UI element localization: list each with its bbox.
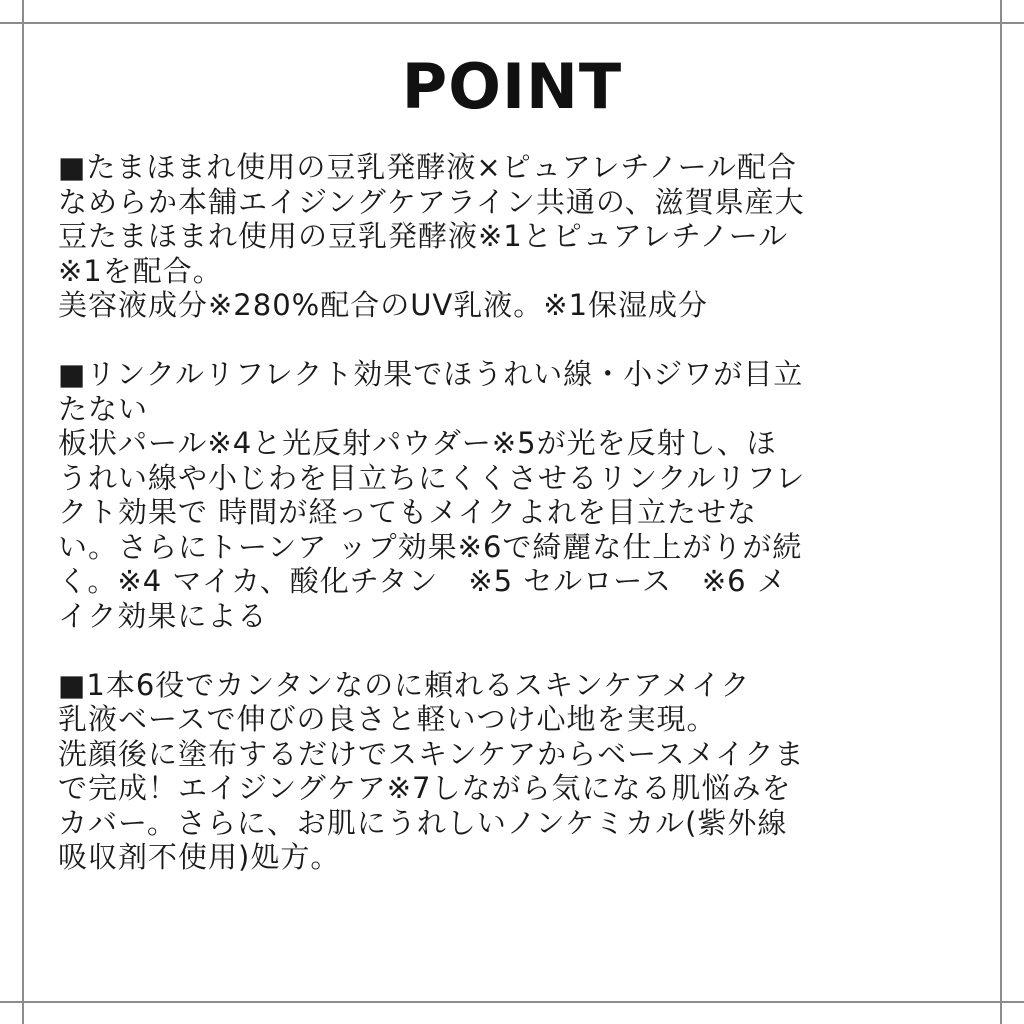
body-text: ■たまほまれ使用の豆乳発酵液×ピュアレチノール配合 なめらか本舗エイジングケアライン共通の、滋賀県産大 豆たまほまれ使用の豆乳発酵液※1とピュアレチノール ※1を配合。 美容液成分※280%配合のUV乳液。※1保湿成分 ■リンクルリフレクト効果でほうれい線・小ジワが目立 たない 板状パール※4と光反射パウダー※5が光を反射し、ほ うれい線や小じわを目立ちにくくさせるリンクルリフレ クト効果で 時間が経ってもメイクよれを目立たせな い。さらにトーンア ップ効果※6で綺麗な仕上がりが続 く。※4 マイカ、酸化チタン ※5 セルロース ※6 メ イク効果による ■1本6役でカンタンなのに頼れるスキンケアメイク 乳液ベースで伸びの良さと軽いつけ心地を実現。 洗顔後に塗布するだけでスキンケアからベースメイクま で完成！エイジングケア※7しながら気になる肌悩みを カバー。さらに、お肌にうれしいノンケミカル(紫外線 吸収剤不使用)処方。 — [58, 150, 806, 874]
left-border-line — [22, 0, 24, 1024]
right-border-line — [1000, 0, 1002, 1024]
page-title: POINT — [401, 50, 623, 123]
top-border-line — [0, 22, 1024, 24]
bottom-border-line — [0, 1001, 1024, 1003]
